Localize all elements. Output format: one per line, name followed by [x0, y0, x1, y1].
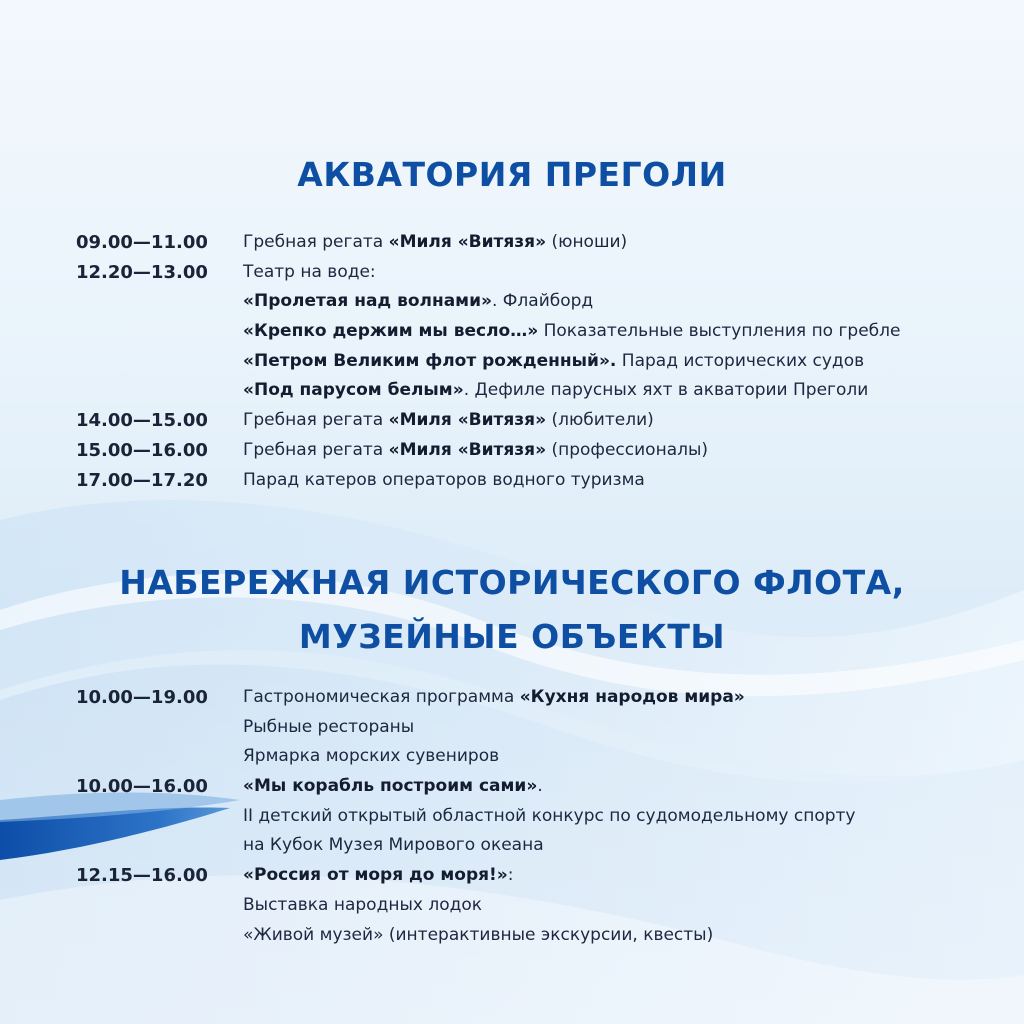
- list-item: [0, 802, 1024, 832]
- time-label: 10.00—16.00: [76, 776, 208, 798]
- list-item: [0, 406, 1024, 436]
- event-description: «Россия от моря до моря!»:: [243, 865, 514, 886]
- event-description: Гребная регата «Миля «Витязя» (юноши): [243, 232, 628, 252]
- event-description: Рыбные рестораны: [243, 716, 415, 737]
- time-label: 17.00—17.20: [76, 469, 208, 491]
- list-item: [0, 921, 1024, 951]
- event-description: Парад катеров операторов водного туризма: [243, 469, 645, 490]
- time-label: 10.00—19.00: [76, 687, 208, 708]
- section-title-naberezhnaya-line-2: МУЗЕЙНЫЕ ОБЪЕКТЫ: [298, 617, 726, 656]
- time-label: 15.00—16.00: [76, 439, 208, 461]
- event-description: «Под парусом белым». Дефиле парусных яхт в акватории Преголи: [243, 380, 869, 401]
- list-item: [0, 891, 1024, 921]
- list-item: [0, 713, 1024, 743]
- event-description: «Петром Великим флот рожденный». Парад исторических судов: [243, 350, 865, 371]
- event-description: Гастрономическая программа «Кухня народов мира»: [243, 687, 745, 707]
- time-label: 12.20—13.00: [76, 261, 208, 283]
- event-description: Гребная регата «Миля «Витязя» (любители): [243, 410, 654, 431]
- list-item: [0, 466, 1024, 496]
- time-label: 09.00—11.00: [76, 232, 208, 253]
- schedule-akvatoria: [0, 228, 1024, 495]
- list-item: [0, 683, 1024, 713]
- list-item: [0, 347, 1024, 377]
- list-item: [0, 258, 1024, 288]
- event-description: Гребная регата «Миля «Витязя» (профессионалы): [243, 439, 709, 460]
- time-label: 14.00—15.00: [76, 410, 208, 432]
- event-description: Ярмарка морских сувениров: [243, 746, 500, 767]
- list-item: [0, 861, 1024, 891]
- event-description: «Мы корабль построим сами».: [243, 776, 543, 797]
- event-description: II детский открытый областной конкурс по судомодельному спорту: [243, 805, 856, 826]
- event-description: Театр на воде:: [243, 261, 376, 282]
- list-item: [0, 831, 1024, 861]
- list-item: [0, 376, 1024, 406]
- event-description: «Крепко держим мы весло…» Показательные выступления по гребле: [243, 321, 901, 342]
- section-title-akvatoria: АКВАТОРИЯ ПРЕГОЛИ: [297, 155, 727, 194]
- event-description: «Пролетая над волнами». Флайборд: [243, 291, 594, 312]
- section-title-naberezhnaya-line-1: НАБЕРЕЖНАЯ ИСТОРИЧЕСКОГО ФЛОТА,: [119, 563, 905, 602]
- list-item: [0, 317, 1024, 347]
- schedule-naberezhnaya: [0, 683, 1024, 950]
- event-description: на Кубок Музея Мирового океана: [243, 835, 544, 856]
- list-item: [0, 228, 1024, 258]
- list-item: [0, 287, 1024, 317]
- list-item: [0, 436, 1024, 466]
- time-label: 12.15—16.00: [76, 865, 208, 887]
- list-item: [0, 742, 1024, 772]
- event-description: Выставка народных лодок: [243, 894, 483, 915]
- event-description: «Живой музей» (интерактивные экскурсии, квесты): [243, 924, 714, 945]
- list-item: [0, 772, 1024, 802]
